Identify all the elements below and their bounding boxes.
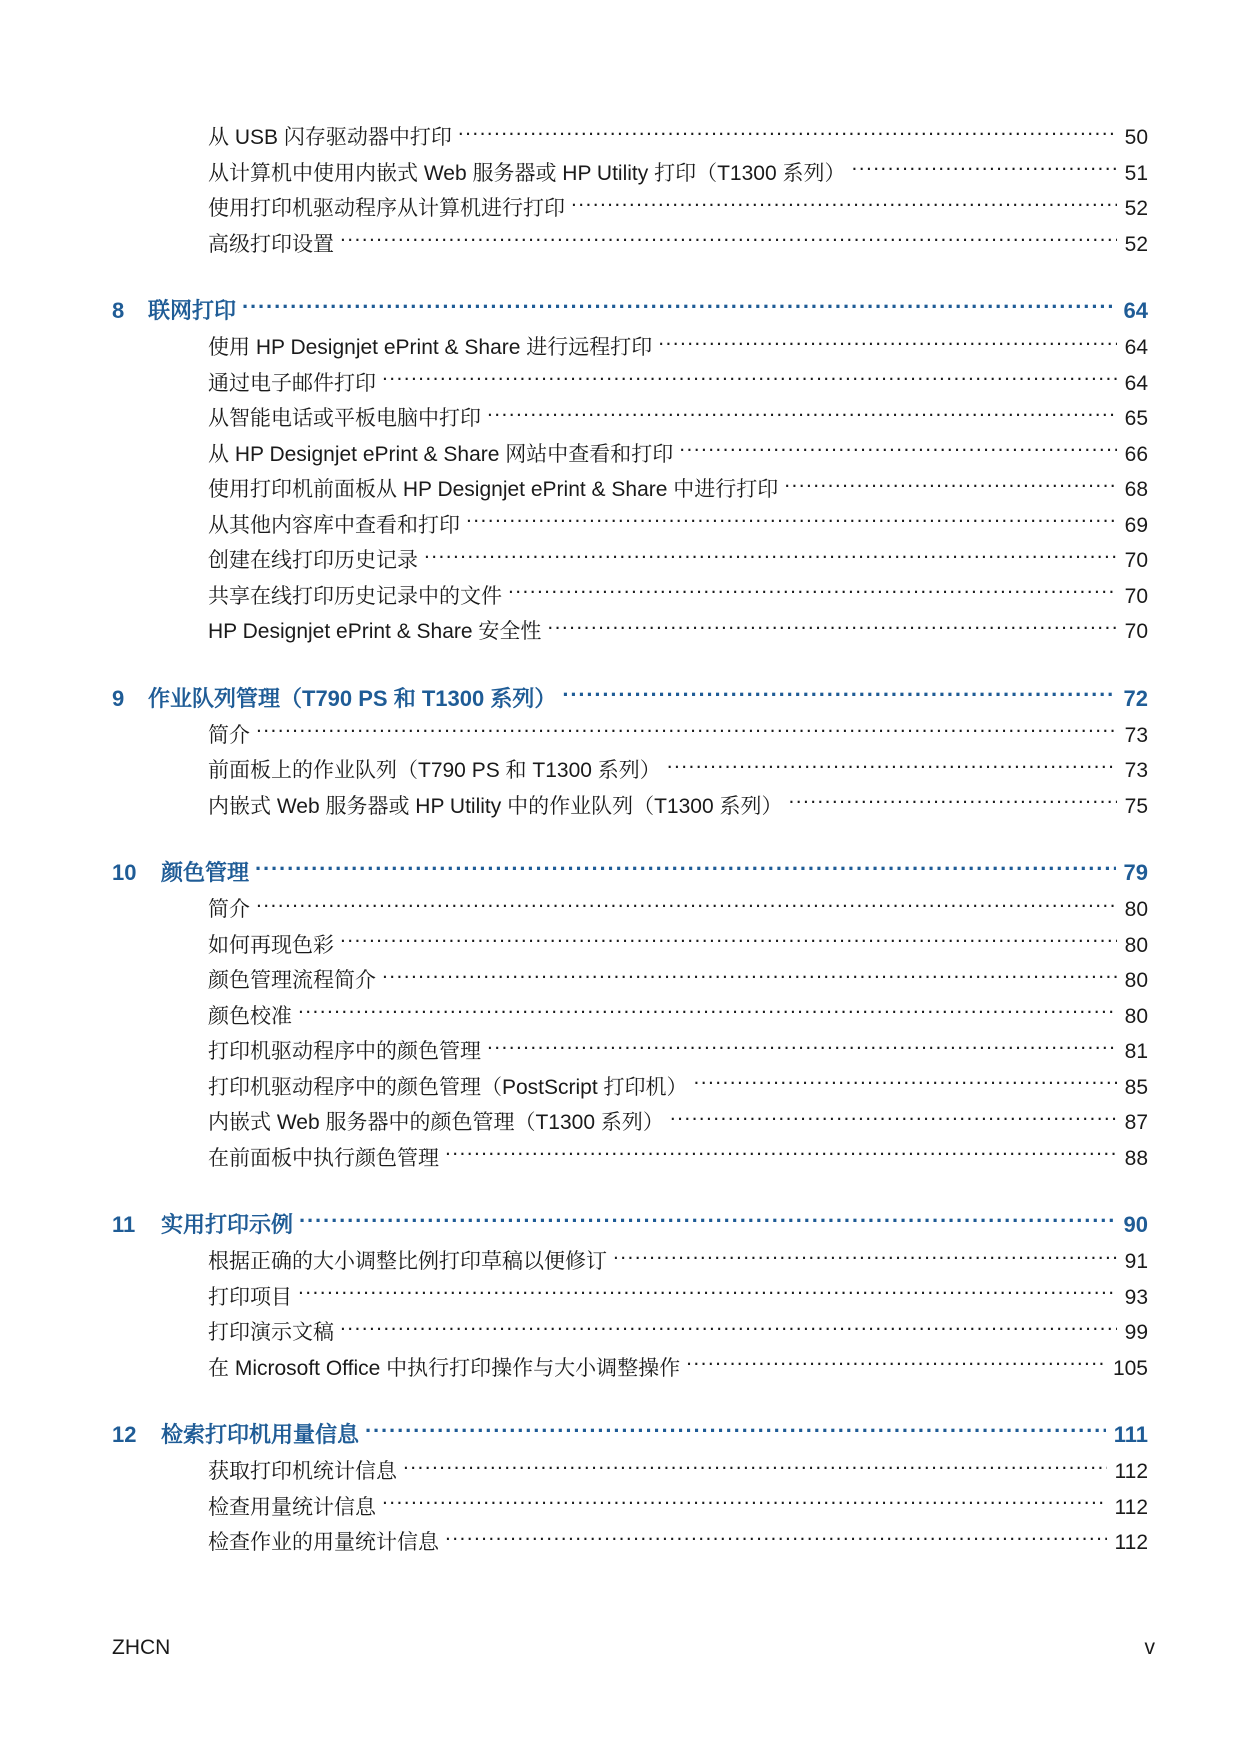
entry-title: 通过电子邮件打印 [208, 371, 376, 395]
chapter-number: 8 [112, 298, 125, 323]
dot-leader [487, 1037, 1117, 1058]
dot-leader [403, 1457, 1107, 1478]
chapter-number: 12 [112, 1422, 137, 1447]
entry-title: 从智能电话或平板电脑中打印 [208, 407, 481, 430]
dot-leader [299, 1210, 1116, 1232]
entry-page-number: 81 [1124, 1040, 1148, 1063]
toc-section-entry[interactable] [112, 156, 1148, 192]
entry-title: 打印机驱动程序中的颜色管理 [208, 1040, 481, 1063]
entry-page-number: 79 [1123, 860, 1148, 885]
entry-page-number: 80 [1124, 933, 1148, 957]
entry-title: 颜色管理 [161, 860, 250, 885]
entry-title: 联网打印 [148, 298, 237, 323]
dot-leader [466, 511, 1117, 532]
table-of-contents [112, 120, 1148, 1561]
entry-page-number: 52 [1124, 232, 1148, 256]
entry-page-number: 88 [1124, 1146, 1148, 1170]
toc-chapter-entry[interactable] [112, 1206, 1148, 1244]
entry-page-number: 72 [1123, 685, 1148, 711]
entry-title: 颜色管理流程简介 [208, 969, 376, 992]
entry-page-number: 99 [1124, 1321, 1148, 1344]
footer-page-number: v [1144, 1636, 1155, 1659]
toc-section-entry[interactable] [112, 508, 1148, 544]
entry-title: 内嵌式 Web 服务器中的颜色管理（T1300 系列） [208, 1111, 664, 1134]
dot-leader [340, 230, 1117, 251]
toc-section-entry[interactable] [112, 1315, 1148, 1351]
entry-title: 简介 [208, 723, 250, 747]
entry-title: 从 USB 闪存驱动器中打印 [208, 126, 452, 149]
entry-page-number: 75 [1124, 794, 1148, 818]
entry-page-number: 93 [1124, 1285, 1148, 1309]
entry-page-number: 112 [1114, 1531, 1148, 1554]
toc-section-entry[interactable] [112, 999, 1148, 1035]
dot-leader [670, 1108, 1117, 1129]
dot-leader [424, 546, 1117, 567]
entry-page-number: 64 [1124, 371, 1148, 395]
entry-title: 在前面板中执行颜色管理 [208, 1146, 439, 1170]
dot-leader [256, 895, 1117, 916]
dot-leader [445, 1144, 1117, 1165]
entry-title: 前面板上的作业队列（T790 PS 和 T1300 系列） [208, 759, 661, 782]
entry-title: 作业队列管理（T790 PS 和 T1300 系列） [148, 685, 557, 711]
toc-section-entry[interactable] [112, 401, 1148, 437]
entry-title: 获取打印机统计信息 [208, 1460, 397, 1483]
entry-page-number: 87 [1124, 1111, 1148, 1134]
toc-chapter-entry[interactable] [112, 680, 1148, 718]
entry-title: 使用打印机前面板从 HP Designjet ePrint & Share 中进行打印 [208, 478, 779, 501]
toc-section-entry[interactable] [112, 1070, 1148, 1106]
entry-title: 创建在线打印历史记录 [208, 549, 418, 572]
entry-title: HP Designjet ePrint & Share 安全性 [208, 620, 542, 643]
toc-section-entry[interactable] [112, 753, 1148, 789]
dot-leader [340, 1318, 1117, 1339]
entry-page-number: 80 [1124, 898, 1148, 921]
entry-title: 检查用量统计信息 [208, 1495, 376, 1519]
entry-page-number: 80 [1124, 969, 1148, 992]
toc-section-entry[interactable] [112, 928, 1148, 964]
entry-title: 高级打印设置 [208, 232, 334, 256]
dot-leader [667, 756, 1117, 777]
toc-section-entry[interactable] [112, 472, 1148, 508]
toc-chapter-entry[interactable] [112, 854, 1148, 892]
dot-leader [562, 684, 1115, 706]
dot-leader [613, 1247, 1117, 1268]
toc-section-entry[interactable] [112, 1490, 1148, 1526]
entry-title: 打印机驱动程序中的颜色管理（PostScript 打印机） [208, 1075, 688, 1099]
toc-section-entry[interactable] [112, 1454, 1148, 1490]
entry-page-number: 112 [1114, 1495, 1148, 1519]
toc-section-entry[interactable] [112, 120, 1148, 156]
entry-page-number: 91 [1124, 1250, 1148, 1273]
dot-leader [458, 123, 1117, 144]
entry-title: 使用 HP Designjet ePrint & Share 进行远程打印 [208, 336, 653, 359]
entry-page-number: 111 [1113, 1422, 1148, 1447]
dot-leader [445, 1528, 1107, 1549]
toc-section-entry[interactable] [112, 1105, 1148, 1141]
dot-leader [658, 333, 1116, 354]
dot-leader [679, 440, 1116, 461]
entry-page-number: 68 [1124, 478, 1148, 501]
chapter-number: 10 [112, 860, 137, 885]
dot-leader [694, 1073, 1117, 1094]
entry-page-number: 70 [1124, 584, 1148, 608]
toc-section-entry[interactable] [112, 1351, 1148, 1387]
dot-leader [382, 369, 1117, 390]
entry-title: 使用打印机驱动程序从计算机进行打印 [208, 197, 565, 220]
dot-leader [340, 931, 1117, 952]
entry-page-number: 112 [1114, 1460, 1148, 1483]
dot-leader [508, 582, 1117, 603]
toc-section-entry[interactable] [112, 579, 1148, 615]
entry-page-number: 64 [1123, 298, 1148, 323]
dot-leader [298, 1283, 1117, 1304]
dot-leader [365, 1420, 1106, 1442]
entry-page-number: 90 [1123, 1212, 1148, 1237]
dot-leader [382, 1493, 1107, 1514]
entry-page-number: 85 [1124, 1075, 1148, 1099]
dot-leader [686, 1354, 1105, 1375]
dot-leader [256, 721, 1117, 742]
entry-page-number: 52 [1124, 197, 1148, 220]
toc-section-entry[interactable] [112, 1141, 1148, 1177]
entry-page-number: 70 [1124, 620, 1148, 643]
entry-title: 打印演示文稿 [208, 1321, 334, 1344]
toc-section-entry[interactable] [112, 892, 1148, 928]
entry-page-number: 73 [1124, 759, 1148, 782]
entry-page-number: 73 [1124, 723, 1148, 747]
toc-section-entry[interactable] [112, 789, 1148, 825]
entry-title: 打印项目 [208, 1285, 292, 1309]
toc-section-entry[interactable] [112, 543, 1148, 579]
entry-title: 内嵌式 Web 服务器或 HP Utility 中的作业队列（T1300 系列） [208, 794, 783, 818]
toc-chapter-entry[interactable] [112, 1416, 1148, 1454]
toc-chapter-entry[interactable] [112, 292, 1148, 330]
toc-section-entry[interactable] [112, 330, 1148, 366]
entry-page-number: 50 [1124, 126, 1148, 149]
toc-section-entry[interactable] [112, 366, 1148, 402]
entry-title: 在 Microsoft Office 中执行打印操作与大小调整操作 [208, 1356, 681, 1380]
dot-leader [571, 194, 1117, 215]
entry-page-number: 66 [1124, 442, 1148, 466]
dot-leader [255, 858, 1116, 880]
entry-title: 从计算机中使用内嵌式 Web 服务器或 HP Utility 打印（T1300 系列） [208, 161, 846, 185]
toc-section-entry[interactable] [112, 718, 1148, 754]
toc-section-entry[interactable] [112, 963, 1148, 999]
entry-page-number: 80 [1124, 1004, 1148, 1028]
dot-leader [851, 159, 1116, 180]
dot-leader [298, 1002, 1117, 1023]
dot-leader [382, 966, 1117, 987]
entry-title: 实用打印示例 [161, 1212, 294, 1237]
toc-section-entry[interactable] [112, 1244, 1148, 1280]
chapter-number: 9 [112, 685, 125, 711]
entry-title: 简介 [208, 898, 250, 921]
entry-title: 根据正确的大小调整比例打印草稿以便修订 [208, 1250, 607, 1273]
toc-section-entry[interactable] [112, 227, 1148, 263]
toc-section-entry[interactable] [112, 1034, 1148, 1070]
toc-section-entry[interactable] [112, 1280, 1148, 1316]
toc-section-entry[interactable] [112, 1525, 1148, 1561]
entry-page-number: 69 [1124, 513, 1148, 537]
entry-page-number: 65 [1124, 407, 1148, 430]
entry-page-number: 70 [1124, 549, 1148, 572]
dot-leader [784, 475, 1116, 496]
entry-title: 从 HP Designjet ePrint & Share 网站中查看和打印 [208, 442, 674, 466]
toc-section-entry[interactable] [112, 614, 1148, 650]
footer-language-code: ZHCN [112, 1636, 171, 1659]
entry-title: 检索打印机用量信息 [161, 1422, 360, 1447]
dot-leader [242, 296, 1116, 318]
toc-section-entry[interactable] [112, 191, 1148, 227]
entry-page-number: 64 [1124, 336, 1148, 359]
entry-title: 颜色校准 [208, 1004, 292, 1028]
toc-section-entry[interactable] [112, 437, 1148, 473]
entry-title: 检查作业的用量统计信息 [208, 1531, 439, 1554]
dot-leader [788, 792, 1116, 813]
entry-title: 共享在线打印历史记录中的文件 [208, 584, 502, 608]
entry-title: 如何再现色彩 [208, 933, 334, 957]
chapter-number: 11 [112, 1212, 136, 1237]
dot-leader [547, 617, 1116, 638]
dot-leader [487, 404, 1117, 425]
entry-page-number: 51 [1124, 161, 1148, 185]
entry-title: 从其他内容库中查看和打印 [208, 513, 460, 537]
entry-page-number: 105 [1112, 1356, 1148, 1380]
